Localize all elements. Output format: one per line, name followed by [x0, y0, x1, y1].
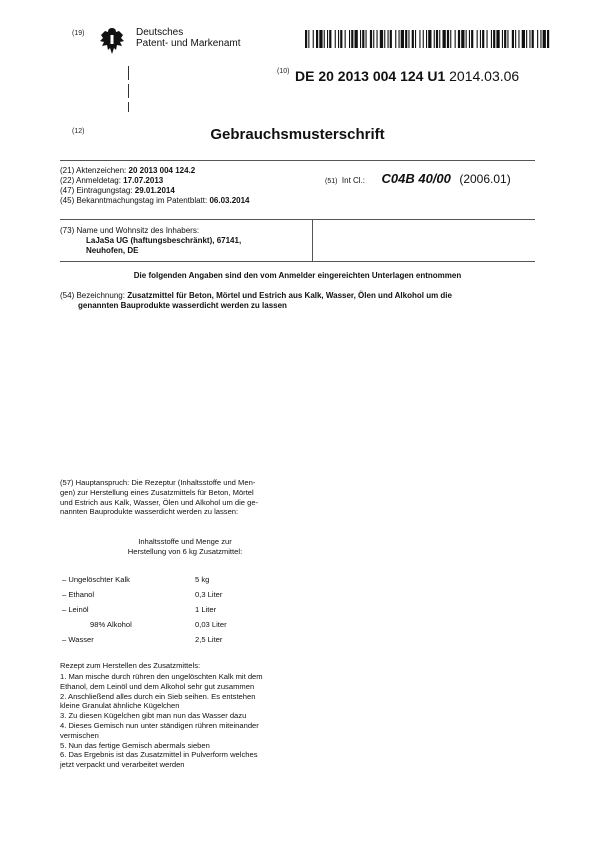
divider-owner-top: [60, 219, 535, 220]
biblio-filing-date: [60, 176, 310, 186]
office-name-line2: Patent- und Markenamt: [136, 38, 241, 49]
claim-line: gen) zur Herstellung eines Zusatzmittels für Beton, Mörtel: [60, 487, 254, 497]
title-text-line1: Zusatzmittel für Beton, Mörtel und Estrich aus Kalk, Wasser, Ölen und Alkohol um die: [127, 291, 452, 300]
recipe-step-line: 6. Das Ergebnis ist das Zusatzmittel in Pulverform welches: [60, 750, 258, 760]
recipe-step-line: 2. Anschließend alles durch ein Sieb seihen. Es entstehen: [60, 691, 256, 701]
ipc-class: C04B 40/00: [381, 171, 451, 186]
recipe-step-line: 3. Zu diesen Kügelchen gibt man nun das Wasser dazu: [60, 711, 247, 721]
recipe-step-line: 4. Dieses Gemisch nun unter ständigen rühren miteinander: [60, 720, 259, 730]
ipc-label: Int Cl.:: [341, 176, 366, 185]
biblio-label: Eintragungstag:: [76, 186, 133, 195]
recipe-step-line: Ethanol, dem Leinöl und dem Alkohol sehr gut zusammen: [60, 681, 255, 691]
biblio-value: 17.07.2013: [123, 176, 164, 185]
office-name-line1: Deutsches: [136, 27, 184, 38]
inid-code-57: (57): [60, 478, 74, 487]
recipe-step-line: 1. Man mische durch rühren den ungelöschten Kalk mit dem: [60, 672, 263, 681]
biblio-value: 20 2013 004 124.2: [128, 166, 196, 175]
component-name: – Leinöl: [62, 605, 89, 614]
publication-number: DE 20 2013 004 124 U1: [295, 68, 446, 84]
title-line1: [60, 291, 535, 301]
owner-label: Name und Wohnsitz des Inhabers:: [76, 226, 200, 235]
biblio-left: [60, 166, 310, 206]
inid-code-19: (19): [72, 30, 85, 37]
inid-code: (22): [60, 176, 75, 185]
office-name: [136, 27, 241, 49]
owner-line1: LaJaSa UG (haftungsbeschränkt), 67141,: [86, 236, 242, 245]
barcode: [305, 30, 550, 48]
recipe-step-line: vermischen: [60, 730, 99, 740]
inid-code-10: (10): [277, 68, 290, 75]
claim-line: [60, 478, 310, 488]
inid-code-54: (54): [60, 291, 75, 300]
components-heading-line2: Herstellung von 6 kg Zusatzmittel:: [127, 547, 243, 556]
components-heading: [60, 537, 310, 557]
divider-owner-vertical: [312, 219, 313, 261]
owner-line2: Neuhofen, DE: [86, 246, 139, 255]
component-name: – Ethanol: [62, 590, 95, 599]
ipc-classification: [325, 170, 511, 188]
inid-code-51: (51): [325, 178, 338, 185]
title-block: [60, 291, 535, 311]
recipe-step-line: jetzt verpackt und verarbeitet werden: [60, 760, 185, 770]
recipe-heading: Rezept zum Herstellen des Zusatzmittels:: [60, 661, 201, 670]
component-name: – Ungelöschter Kalk: [62, 575, 130, 584]
claim-line: und Estrich aus Kalk, Wasser, Ölen und Alkohol um die ge-: [60, 497, 259, 507]
owner-block: [60, 226, 310, 256]
biblio-value: 06.03.2014: [209, 196, 250, 205]
component-qty: 2,5 Liter: [195, 635, 223, 644]
component-qty: 1 Liter: [195, 605, 217, 614]
divider-owner-bottom: [60, 261, 535, 262]
recipe-steps: [60, 672, 320, 770]
publication-number-line: [295, 68, 519, 84]
inid-code: (45): [60, 196, 75, 205]
federal-eagle-logo: [98, 26, 126, 56]
component-qty: 0,3 Liter: [195, 590, 223, 599]
components-heading-line1: Inhaltsstoffe und Menge zur: [138, 537, 232, 546]
publication-date: 2014.03.06: [449, 68, 520, 84]
applicant-notice: Die folgenden Angaben sind den vom Anmelder eingereichten Unterlagen entnommen: [133, 271, 462, 280]
component-qty: 5 kg: [195, 575, 210, 584]
inid-code: (47): [60, 186, 75, 195]
component-name: 98% Alkohol: [90, 620, 132, 629]
divider-top: [60, 160, 535, 161]
recipe-step-line: kleine Granulat ähnliche Kügelchen: [60, 701, 180, 711]
main-claim: [60, 478, 310, 517]
claim-line: nannten Bauprodukte wasserdicht werden zu lassen:: [60, 507, 239, 517]
biblio-label: Aktenzeichen:: [76, 166, 127, 175]
ipc-version: (2006.01): [459, 172, 511, 186]
component-qty: 0,03 Liter: [195, 620, 227, 629]
biblio-registration-date: [60, 186, 310, 196]
component-name: – Wasser: [62, 635, 94, 644]
claim-text: Hauptanspruch: Die Rezeptur (Inhaltsstoffe und Men-: [75, 478, 256, 487]
recipe-step-line: 5. Nun das fertige Gemisch abermals sieben: [60, 740, 210, 750]
title-label: Bezeichnung:: [76, 291, 125, 300]
biblio-label: Anmeldetag:: [76, 176, 121, 185]
header-rules: [128, 62, 129, 112]
biblio-application-number: [60, 166, 310, 176]
inid-code-12: (12): [72, 128, 85, 135]
biblio-publication-date: [60, 196, 310, 206]
inid-code: (21): [60, 166, 75, 175]
owner-heading: [60, 226, 310, 236]
inid-code-73: (73): [60, 226, 75, 235]
biblio-value: 29.01.2014: [134, 186, 175, 195]
biblio-label: Bekanntmachungstag im Patentblatt:: [76, 196, 208, 205]
title-text-line2: genannten Bauprodukte wasserdicht werden zu lassen: [78, 301, 287, 310]
document-type-title: Gebrauchsmusterschrift: [210, 126, 385, 143]
